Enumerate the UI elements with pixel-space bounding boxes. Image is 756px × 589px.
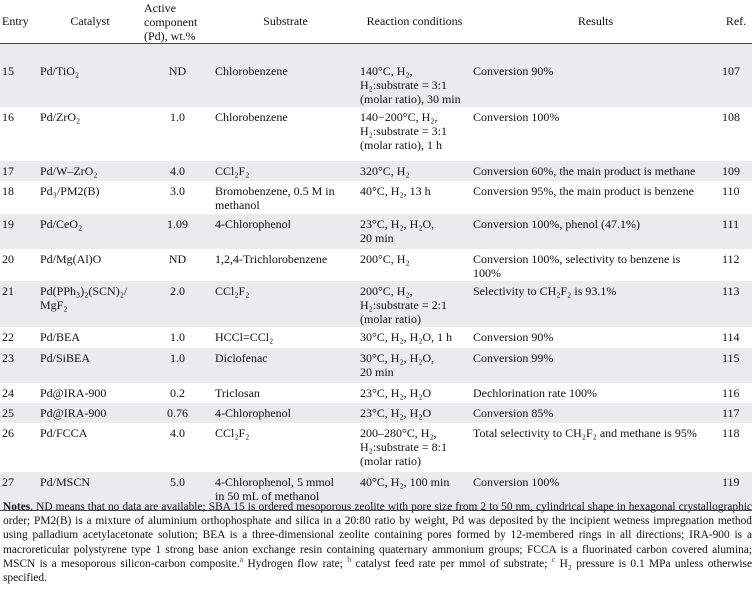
results-line: Conversion 100%, selectivity to benzene is (473, 252, 681, 266)
notes-text: . ND means that no data are available; SBA 15 is ordered mesoporous zeolite with pore size from 2 to 50 nm, cylindrical shape in hexagonal crystallographic order; PM2(B) is a mixture of aluminium orthophosphate and silica in a 20:80 ratio by weight, Pd was deposited by the incipient wetness impregnation method using palladium acetylacetonate solution; BEA is a three-dimensional zeolite containing pores formed by 12-membered rings in all directions; IRA-900 is a macroreticular polystyrene type 1 strong base anion exchange resin containing quaternary ammonium groups; FCCA is a fluorinated carbon covered alumina; MSCN is a mesoporous silicon-carbon composite. (3, 501, 752, 570)
cond-line: 140°C, H₂, (360, 64, 413, 78)
cond-line: 23°C, H₂, H₂O, (360, 217, 435, 231)
cell-results: Conversion 85% (471, 403, 720, 423)
footnote-c-text: H₂ pressure is 0.1 MPa unless otherwise specified. (3, 557, 752, 585)
cell-conditions (358, 281, 471, 327)
cell-active: 1.0 (170, 110, 185, 124)
cell-entry: 27 (0, 472, 38, 510)
footnote-b-marker[interactable]: b (347, 555, 352, 565)
cell-catalyst: Pd/Mg(Al)O (40, 252, 102, 266)
cell-conditions (358, 214, 471, 249)
cell-active: 3.0 (170, 184, 185, 198)
cell-catalyst (38, 281, 142, 327)
cell-entry: 20 (2, 252, 14, 266)
cond-line: H₂:substrate = 3:1 (360, 78, 447, 92)
cell-ref: 116 (722, 386, 740, 400)
cell-substrate: HCCl=CCl₂ (215, 330, 274, 344)
cell-entry: 19 (0, 214, 38, 249)
catalyst-line: Pd(PPh₃)₂(SCN)₂/ (40, 284, 128, 298)
cond-line: 140−200°C, H₂, (360, 110, 438, 124)
cell-results: Conversion 60%, the main product is methane (471, 161, 720, 181)
cell-ref: 119 (720, 472, 752, 510)
table-row (0, 44, 752, 108)
cell-results: Conversion 100%, phenol (47.1%) (471, 214, 720, 249)
cell-conditions: 200°C, H₂ (360, 252, 410, 266)
cell-ref: 117 (720, 403, 752, 423)
table-row (0, 161, 752, 181)
cell-active: 1.09 (142, 214, 213, 249)
cell-active: 0.2 (170, 386, 185, 400)
cell-results: Conversion 90% (471, 44, 720, 108)
cell-conditions: 40°C, H₂, 100 min (358, 472, 471, 510)
table-row (0, 423, 752, 472)
cond-line: H₂:substrate = 3:1 (360, 124, 447, 138)
substrate-line: methanol (215, 198, 260, 212)
cond-line: (molar ratio) (360, 312, 421, 326)
cell-entry: 26 (2, 426, 14, 440)
cell-catalyst: Pd/MSCN (38, 472, 142, 510)
cell-conditions: 40°C, H₂, 13 h (360, 184, 431, 198)
cell-results: Conversion 90% (473, 330, 554, 344)
cond-line: H₂:substrate = 2:1 (360, 298, 447, 312)
cell-conditions: 320°C, H₂ (358, 161, 471, 181)
cell-ref: 114 (722, 330, 740, 344)
cell-substrate: Chlorobenzene (213, 44, 358, 108)
cell-ref: 118 (722, 426, 740, 440)
cell-substrate: 4-Chlorophenol (213, 403, 358, 423)
cond-line: (molar ratio), 30 min (360, 92, 461, 106)
cell-results: Conversion 99% (471, 348, 720, 383)
cell-entry: 15 (0, 44, 38, 108)
cell-catalyst: Pd/ZrO₂ (40, 110, 81, 124)
cell-results: Conversion 95%, the main product is benzene (473, 184, 694, 198)
footnote-a-marker[interactable]: a (239, 555, 244, 565)
cell-entry: 17 (0, 161, 38, 181)
cond-line: 20 min (360, 231, 394, 245)
cell-catalyst: Pd@IRA-900 (38, 403, 142, 423)
cell-ref: 115 (720, 348, 752, 383)
cell-substrate: CCl₂F₂ (213, 161, 358, 181)
cell-substrate: CCl₂F₂ (215, 426, 250, 440)
cell-catalyst: Pd/CeO₂ (38, 214, 142, 249)
cell-results: Conversion 100% (471, 472, 720, 510)
cell-catalyst: Pd/TiO₂ (38, 44, 142, 108)
cell-ref: 108 (722, 110, 740, 124)
cell-active: 2.0 (142, 281, 213, 327)
footnote-b-text: catalyst feed rate per mmol of substrate; (351, 557, 548, 570)
cell-conditions: 23°C, H₂, H₂O (358, 403, 471, 423)
header-catalyst: Catalyst (38, 0, 142, 44)
cell-active: 4.0 (142, 161, 213, 181)
table-row (0, 181, 752, 214)
cell-entry: 16 (2, 110, 14, 124)
footnote-c-marker[interactable]: c (551, 555, 556, 565)
cell-active: 5.0 (142, 472, 213, 510)
substrate-line: in 50 mL of methanol (215, 489, 320, 503)
cell-catalyst: Pd/SiBEA (38, 348, 142, 383)
footnote-a-text: Hydrogen flow rate; (243, 557, 343, 570)
table-row (0, 327, 752, 348)
cell-entry: 23 (0, 348, 38, 383)
cell-entry: 22 (2, 330, 14, 344)
cell-active: 0.76 (142, 403, 213, 423)
cell-entry: 18 (2, 184, 14, 198)
cond-line: 30°C, H₂, H₂O, (360, 351, 435, 365)
table-row (0, 214, 752, 249)
cell-results: Selectivity to CH₂F₂ is 93.1% (471, 281, 720, 327)
cell-active: ND (168, 252, 187, 266)
header-active-component (142, 0, 213, 44)
cell-ref: 111 (720, 214, 752, 249)
cell-active: 4.0 (170, 426, 185, 440)
cell-conditions: 30°C, H₂, H₂O, 1 h (360, 330, 453, 344)
header-substrate: Substrate (213, 0, 358, 44)
cell-substrate: 1,2,4-Trichlorobenzene (215, 252, 328, 266)
table-row (0, 348, 752, 383)
cell-conditions (358, 44, 471, 108)
table-row (0, 281, 752, 327)
cell-catalyst: Pd/BEA (40, 330, 81, 344)
substrate-line: 4-Chlorophenol, 5 mmol (215, 475, 334, 489)
cell-substrate: Chlorobenzene (215, 110, 288, 124)
cell-active: ND (142, 44, 213, 108)
table-row (0, 403, 752, 423)
cond-line: (molar ratio), 1 h (360, 138, 442, 152)
cell-conditions (358, 107, 471, 161)
cell-results: Conversion 100% (473, 110, 560, 124)
cond-line: H₂:substrate = 8:1 (360, 440, 447, 454)
cell-substrate: Triclosan (215, 386, 260, 400)
cell-catalyst: Pd₃/PM2(B) (40, 184, 100, 198)
cell-ref: 109 (720, 161, 752, 181)
cell-conditions (358, 348, 471, 383)
cell-conditions: 23°C, H₂, H₂O (360, 386, 432, 400)
cell-ref: 110 (722, 184, 740, 198)
cond-line: 200°C, H₂, (360, 284, 413, 298)
cell-conditions (358, 423, 471, 472)
cell-catalyst: Pd@IRA-900 (40, 386, 107, 400)
header-conditions: Reaction conditions (358, 0, 471, 44)
cell-ref: 112 (722, 252, 740, 266)
header-row (0, 0, 752, 44)
cell-substrate: 4-Chlorophenol (213, 214, 358, 249)
table-row (0, 383, 752, 403)
cell-ref: 113 (720, 281, 752, 327)
cell-substrate: CCl₂F₂ (213, 281, 358, 327)
header-entry: Entry (0, 0, 38, 44)
cell-active: 1.0 (142, 348, 213, 383)
catalyst-line: MgF₂ (40, 298, 68, 312)
cell-active: 1.0 (170, 330, 185, 344)
table-row (0, 107, 752, 161)
header-ref: Ref. (720, 0, 752, 44)
cell-results: Dechlorination rate 100% (473, 386, 597, 400)
cell-entry: 21 (0, 281, 38, 327)
cell-substrate: Diclofenac (213, 348, 358, 383)
cell-catalyst: Pd/FCCA (40, 426, 88, 440)
cell-results: Total selectivity to CH₂F₂ and methane is 95% (473, 426, 697, 440)
header-active-line2: component (144, 15, 198, 29)
header-active-line3: (Pd), wt.% (144, 29, 196, 43)
cell-ref: 107 (720, 44, 752, 108)
cell-catalyst: Pd/W–ZrO₂ (38, 161, 142, 181)
table-row (0, 249, 752, 281)
cond-line: 20 min (360, 365, 394, 379)
table-notes (3, 500, 752, 585)
cell-entry: 24 (2, 386, 14, 400)
substrate-line: Bromobenzene, 0.5 M in (215, 184, 335, 198)
cond-line: (molar ratio) (360, 454, 421, 468)
header-results: Results (471, 0, 720, 44)
cell-results (471, 249, 720, 281)
results-line: 100% (473, 266, 501, 280)
notes-label: Notes (3, 501, 31, 513)
cond-line: 200–280°C, H₂, (360, 426, 437, 440)
cell-substrate (213, 181, 358, 214)
cell-entry: 25 (0, 403, 38, 423)
header-active-line1: Active (144, 1, 176, 15)
